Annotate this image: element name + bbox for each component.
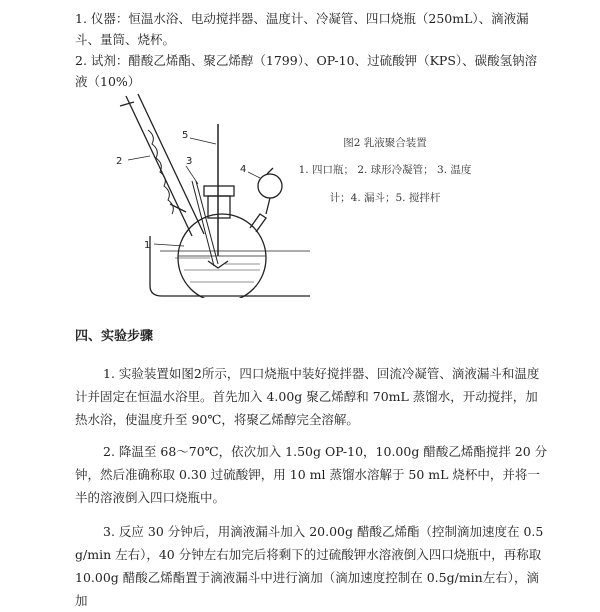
- figure-label-4: 4: [240, 164, 247, 175]
- figure-label-5: 5: [182, 130, 189, 141]
- figure-legend-line-2: 计；4. 漏斗；5. 搅拌杆: [329, 192, 441, 204]
- step-1-paragraph: [75, 362, 550, 431]
- figure-label-3: 3: [186, 156, 193, 167]
- apparatus-figure: [100, 86, 312, 298]
- figure-legend-line-1: 1. 四口瓶； 2. 球形冷凝管； 3. 温度: [298, 164, 472, 176]
- apparatus-diagram: [100, 86, 312, 298]
- section-heading: 四、实验步骤: [75, 329, 154, 344]
- step-2-paragraph: [75, 440, 550, 509]
- figure-label-1: 1: [144, 240, 151, 251]
- step-3-text: 3. 反应 30 分钟后，用滴液漏斗加入 20.00g 醋酸乙烯酯（控制滴加速度在 0.5 g/min 左右），40 分钟左右加完后将剩下的过硫酸钾水溶液倒入四口烧瓶中，再称取 10.00g 醋酸乙烯酯置于滴液漏斗中进行滴加（滴加速度控制在 0.5g/min左右），滴加: [75, 524, 544, 608]
- step-2-text: 2. 降温至 68～70℃，依次加入 1.50g OP-10，10.00g 醋酸乙烯酯搅拌 20 分钟，然后准确称取 0.30 过硫酸钾，用 10 ml 蒸馏水溶解于 50 mL 烧杯中，并将一半的溶液倒入四口烧瓶中。: [75, 444, 548, 505]
- step-1-text: 1. 实验装置如图2所示，四口烧瓶中装好搅拌器、回流冷凝管、滴液漏斗和温度计并固定在恒温水浴里。首先加入 4.00g 聚乙烯醇和 70mL 蒸馏水，开动搅拌，加热水浴，使温度升至 90℃，将聚乙烯醇完全溶解。: [75, 366, 540, 427]
- figure-title: 图2 乳液聚合装置: [343, 137, 427, 149]
- reagents-text: 2. 试剂：醋酸乙烯酯、聚乙烯醇（1799）、OP-10、过硫酸钾（KPS）、碳酸氢钠溶液（10%）: [75, 53, 538, 89]
- figure-label-2: 2: [116, 156, 123, 167]
- instruments-text: 1. 仪器：恒温水浴、电动搅拌器、温度计、冷凝管、四口烧瓶（250mL）、滴液漏斗、量筒、烧杯。: [75, 11, 529, 47]
- step-3-paragraph: [75, 520, 550, 612]
